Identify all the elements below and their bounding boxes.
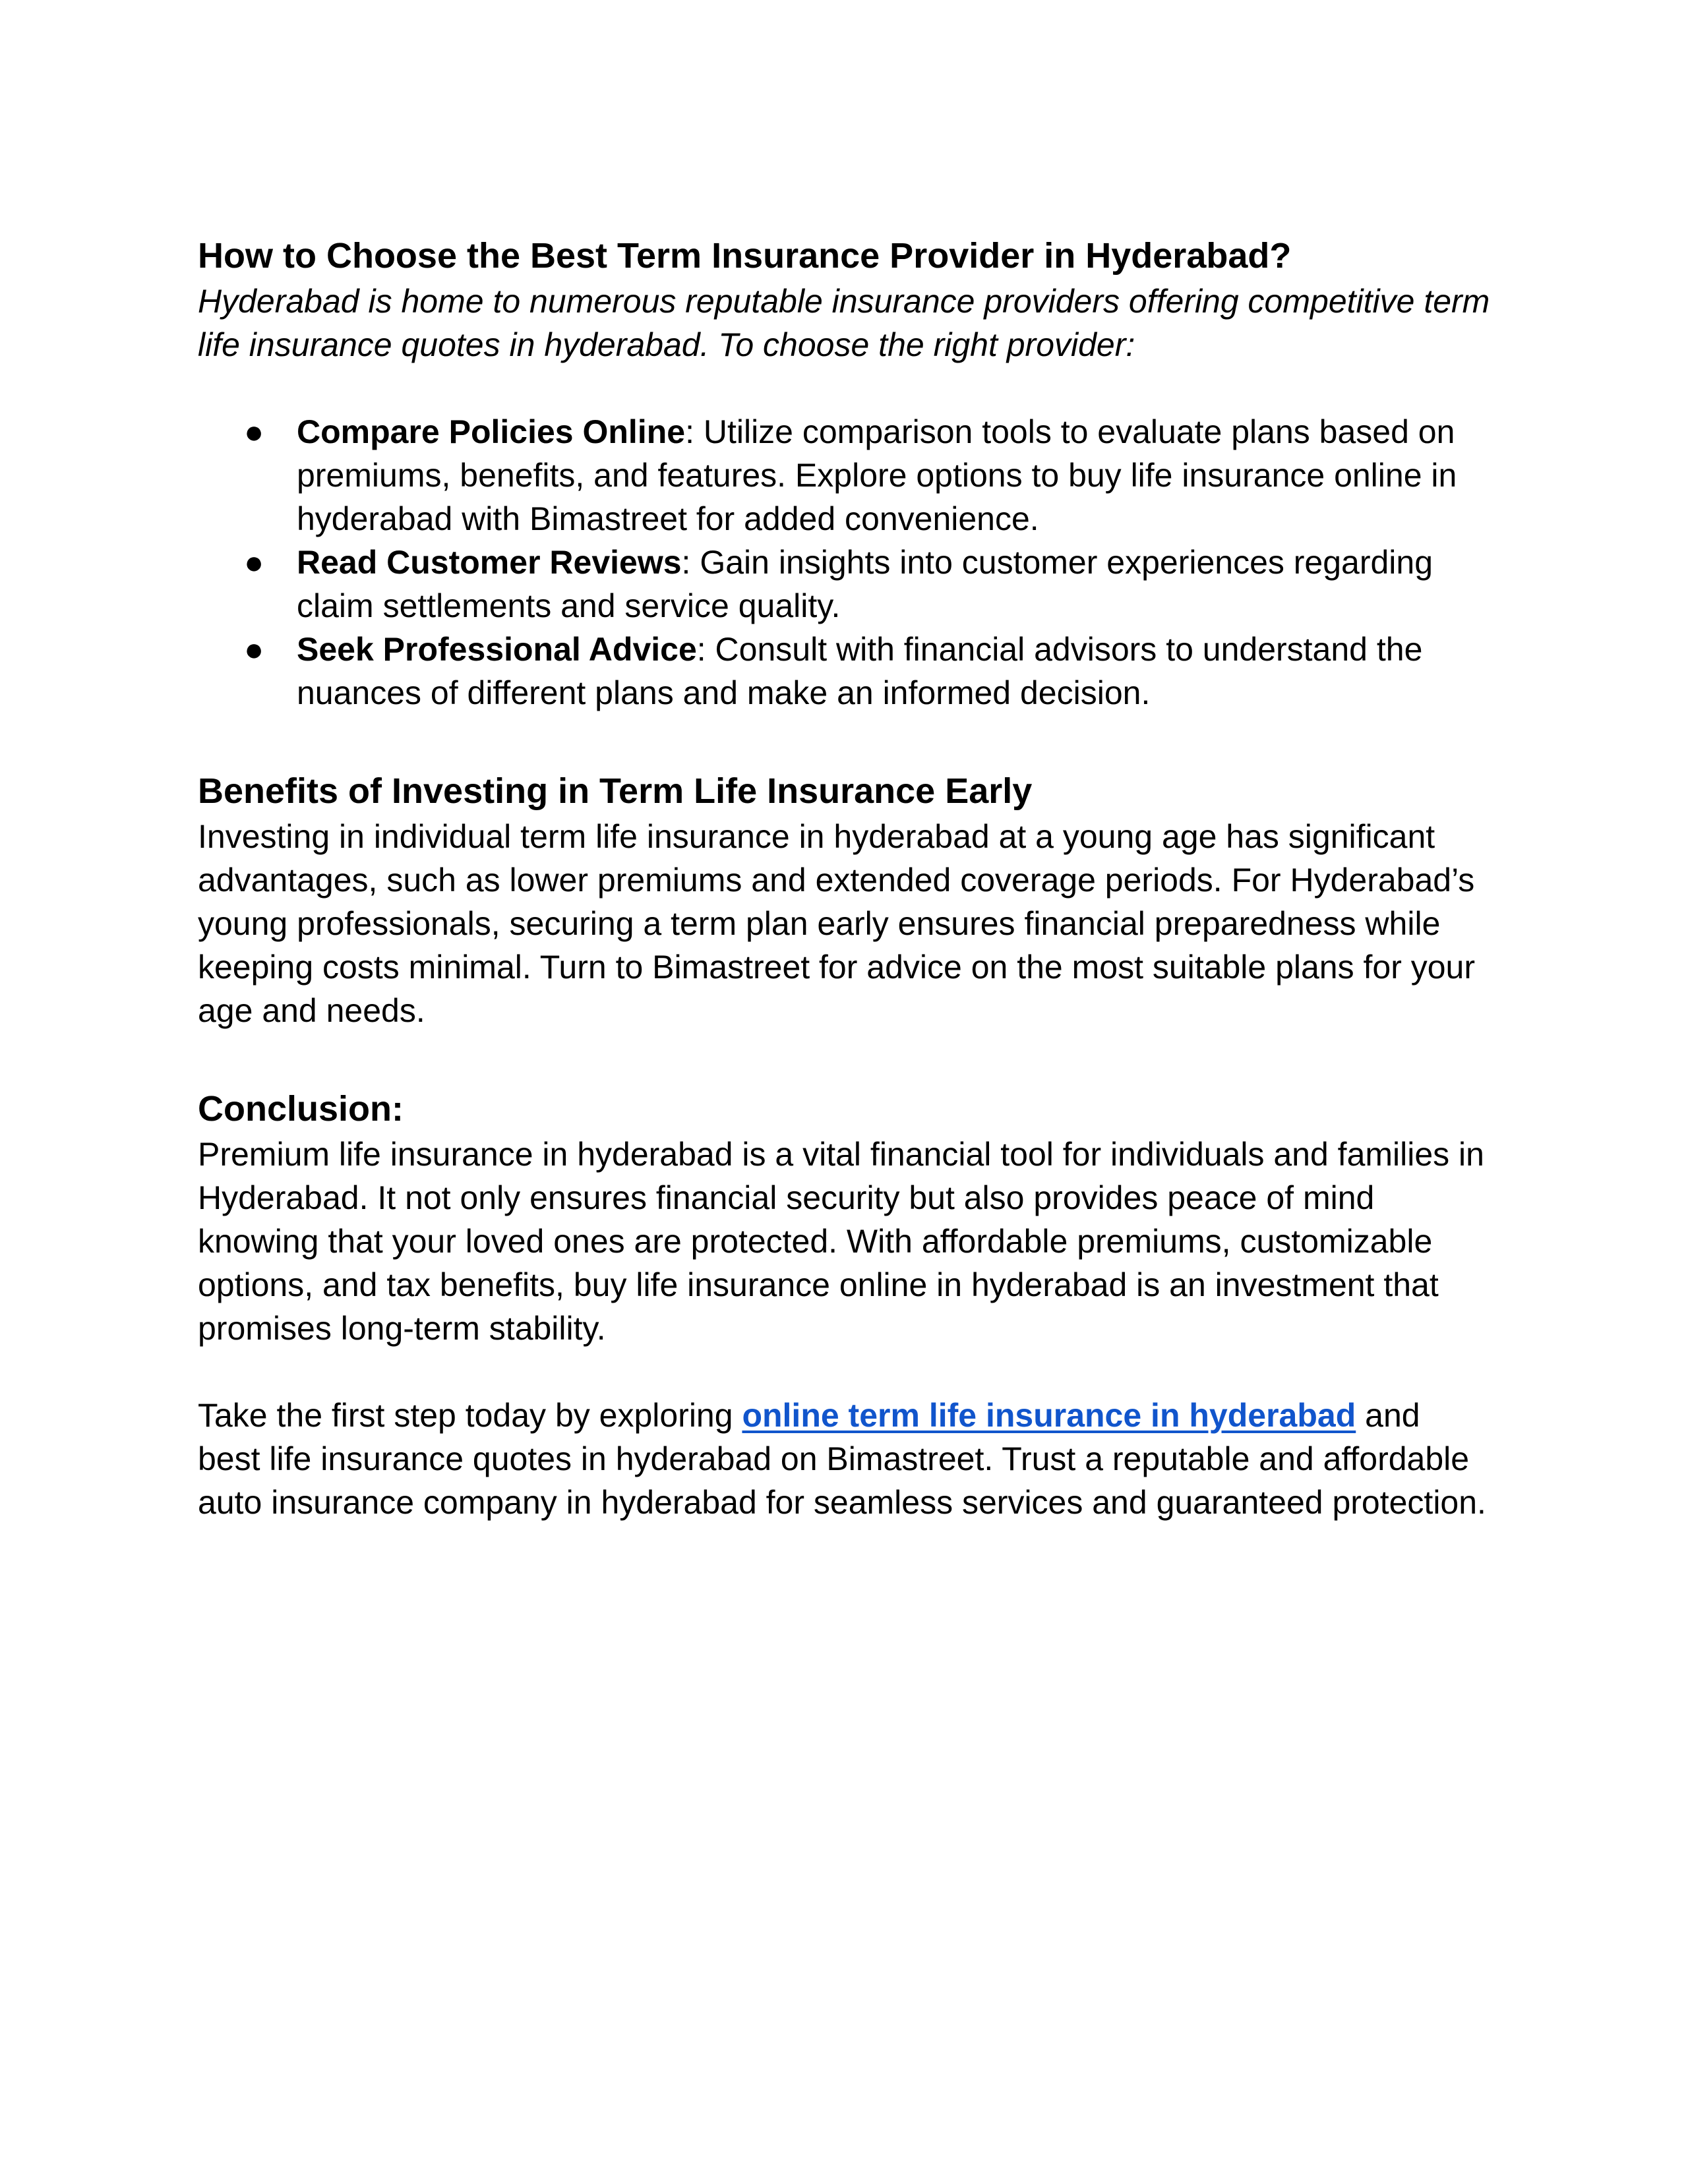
bullet-icon: ● bbox=[244, 544, 264, 581]
online-term-life-insurance-link[interactable]: online term life insurance in hyderabad bbox=[742, 1397, 1356, 1434]
bullet-icon: ● bbox=[244, 631, 264, 668]
benefits-paragraph: Investing in individual term life insurance in hyderabad at a young age has significant advantages, such as lower premiums and extended coverage periods. For Hyderabad’s young professionals, securing a term plan early ensures financial preparedness while keeping costs minimal. Turn to Bimastreet for advice on the most suitable plans for your age and needs. bbox=[198, 818, 1476, 1029]
section-heading-conclusion: Conclusion: bbox=[198, 1089, 404, 1129]
list-item bbox=[198, 628, 1490, 715]
list-item-text: : Gain insights into customer experiences regarding claim settlements and service quality. bbox=[297, 544, 1433, 624]
list-item bbox=[198, 541, 1490, 628]
bullet-icon: ● bbox=[244, 413, 264, 450]
list-item-title: Seek Professional Advice bbox=[297, 631, 697, 668]
cta-text-after: and best life insurance quotes in hyderabad on Bimastreet. Trust a reputable and affordable auto insurance company in hyderabad for seamless services and guaranteed protection. bbox=[198, 1397, 1486, 1521]
section-heading-choose-provider: How to Choose the Best Term Insurance Provider in Hyderabad? bbox=[198, 236, 1292, 276]
section-heading-benefits: Benefits of Investing in Term Life Insurance Early bbox=[198, 771, 1033, 811]
list-item-title: Compare Policies Online bbox=[297, 413, 686, 450]
list-item bbox=[198, 410, 1490, 541]
list-item-text: : Consult with financial advisors to understand the nuances of different plans and make an informed decision. bbox=[297, 631, 1423, 711]
cta-text-before: Take the first step today by exploring bbox=[198, 1397, 742, 1434]
call-to-action-paragraph bbox=[198, 1394, 1490, 1524]
tips-list bbox=[198, 410, 1490, 715]
list-item-title: Read Customer Reviews bbox=[297, 544, 682, 581]
section-intro: Hyderabad is home to numerous reputable insurance providers offering competitive term life insurance quotes in hyderabad. To choose the right provider: bbox=[198, 283, 1490, 363]
document-page bbox=[198, 232, 1490, 1524]
conclusion-paragraph: Premium life insurance in hyderabad is a vital financial tool for individuals and families in Hyderabad. It not only ensures financial security but also provides peace of mind knowing that your loved ones are protected. With affordable premiums, customizable options, and tax benefits, buy life insurance online in hyderabad is an investment that promises long-term stability. bbox=[198, 1136, 1484, 1347]
list-item-text: : Utilize comparison tools to evaluate plans based on premiums, benefits, and features. Explore options to buy life insurance online in hyderabad with Bimastreet for added convenience. bbox=[297, 413, 1457, 537]
